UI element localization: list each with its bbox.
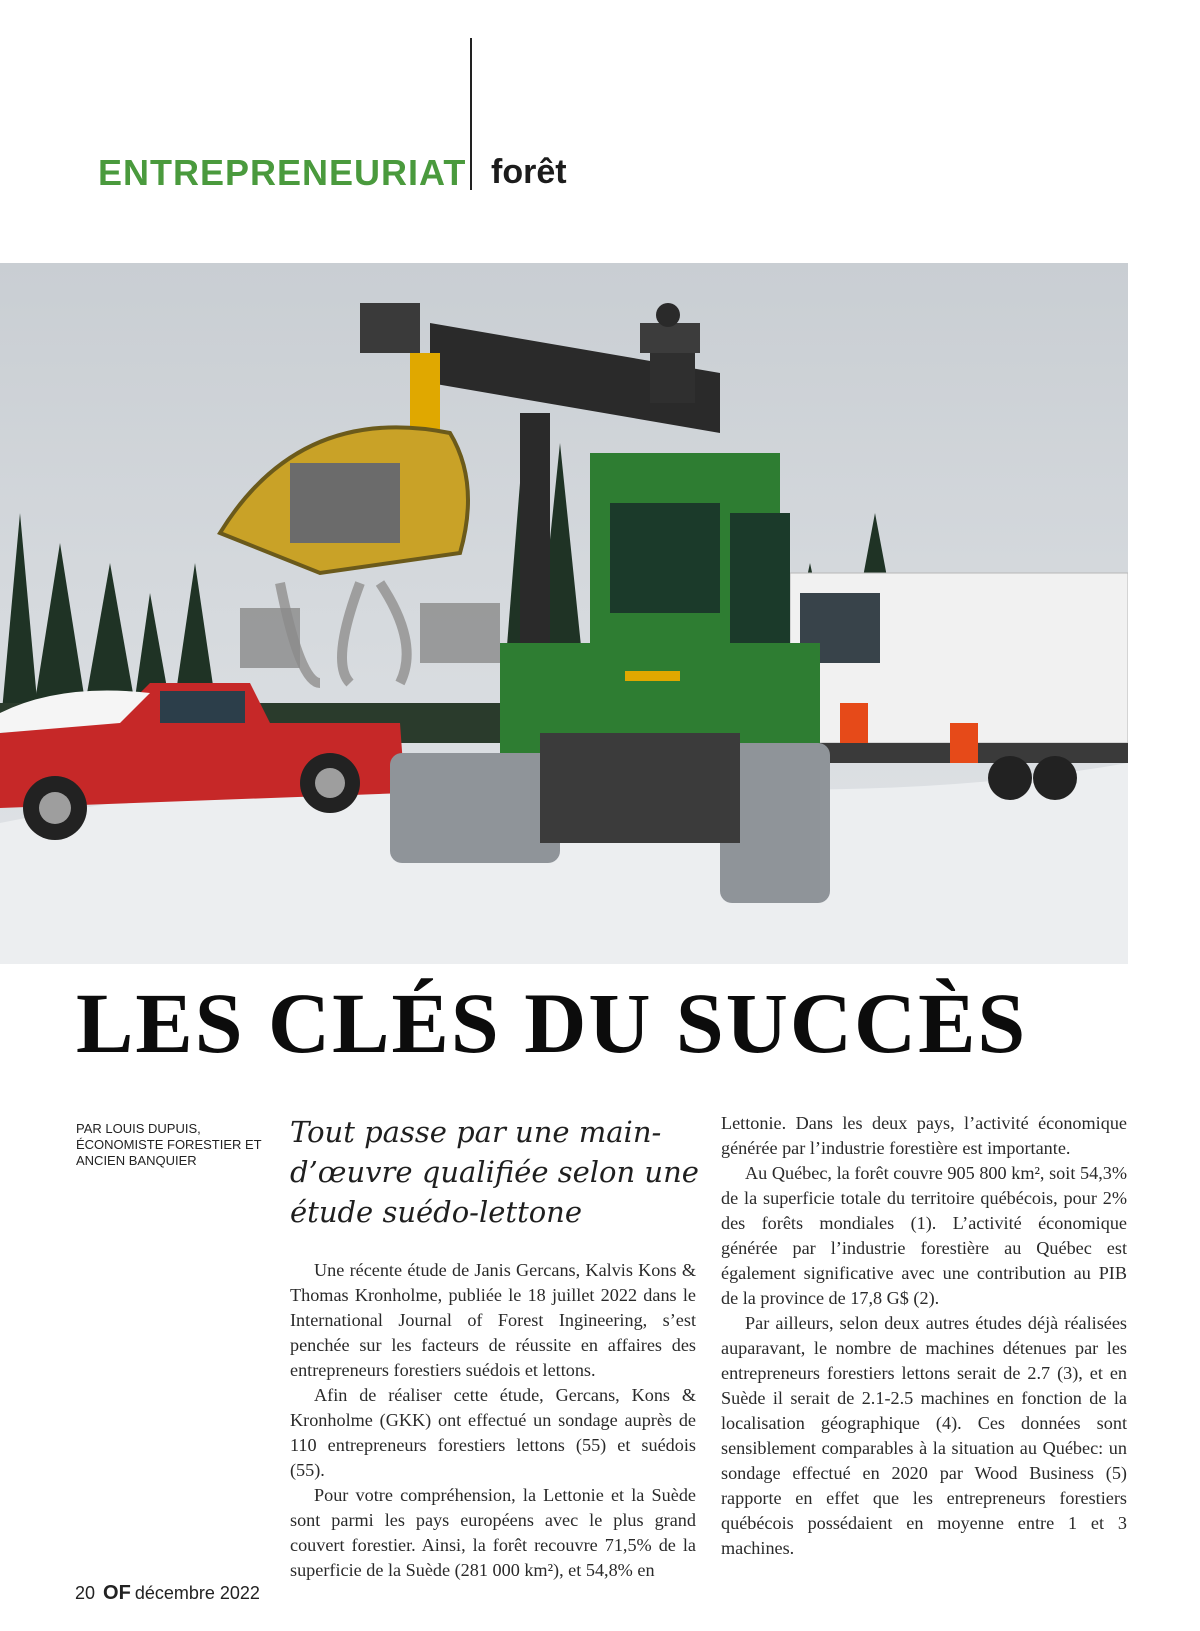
article-column-1: [290, 1258, 696, 1583]
page-footer: [75, 1582, 260, 1605]
page-number: 20: [75, 1583, 96, 1603]
paragraph: Pour votre compréhension, la Lettonie et la Suède sont parmi les pays européens avec le plus grand couvert forestier. Ainsi, la forêt recouvre 71,5% de la superficie de la Suède (281 000 km²), et 54,8% en: [290, 1485, 696, 1580]
paragraph: Une récente étude de Janis Gercans, Kalvis Kons & Thomas Kronholme, publiée le 18 juillet 2022 dans le International Journal of Forest Ingineering, s’est penchée sur les facteurs de réussite en affaires des entrepreneurs forestiers suédois et lettons.: [290, 1260, 696, 1380]
byline: [76, 1121, 276, 1169]
paragraph: Par ailleurs, selon deux autres études déjà réalisées auparavant, le nombre de machines détenues par les entrepreneurs forestiers lettons serait de 2.7 (3), et en Suède il serait de 2.1-2.5 machines en fonction de la localisation géographique (4). Ces données sont sensiblement comparables à la situation au Québec: un sondage effectué en 2020 par Wood Business (5) rapporte en effet que les entrepreneurs forestiers québécois possédaient en moyenne entre 1 et 3 machines.: [721, 1313, 1127, 1558]
magazine-name: forêt: [491, 153, 567, 191]
article-deck: Tout passe par une main-d’œuvre qualifiée selon une étude suédo-lettone: [290, 1115, 699, 1229]
byline-line: PAR LOUIS DUPUIS,: [76, 1121, 201, 1136]
paragraph: Au Québec, la forêt couvre 905 800 km², soit 54,3% de la superficie totale du territoire québécois, pour 2% des forêts mondiales (1). L’activité économique générée par l’industrie forestière au Québec est également significative avec une contribution au PIB de la province de 17,8 G$ (2).: [721, 1163, 1127, 1308]
paragraph: Lettonie. Dans les deux pays, l’activité économique générée par l’industrie forestière est importante.: [721, 1113, 1127, 1158]
article-title: LES CLÉS DU SUCCÈS: [76, 975, 1028, 1071]
paragraph: Afin de réaliser cette étude, Gercans, Kons & Kronholme (GKK) ont effectué un sondage auprès de 110 entrepreneurs forestiers lettons (55) et suédois (55).: [290, 1385, 696, 1480]
section-label: ENTREPRENEURIAT: [98, 152, 467, 193]
article-photo: [0, 263, 1128, 964]
article-column-2: [721, 1111, 1127, 1561]
header-divider: [470, 38, 472, 190]
magazine-logo: OF: [103, 1582, 131, 1604]
byline-line: ANCIEN BANQUIER: [76, 1153, 197, 1168]
issue-date: décembre 2022: [134, 1583, 260, 1603]
byline-line: ÉCONOMISTE FORESTIER ET: [76, 1137, 262, 1152]
